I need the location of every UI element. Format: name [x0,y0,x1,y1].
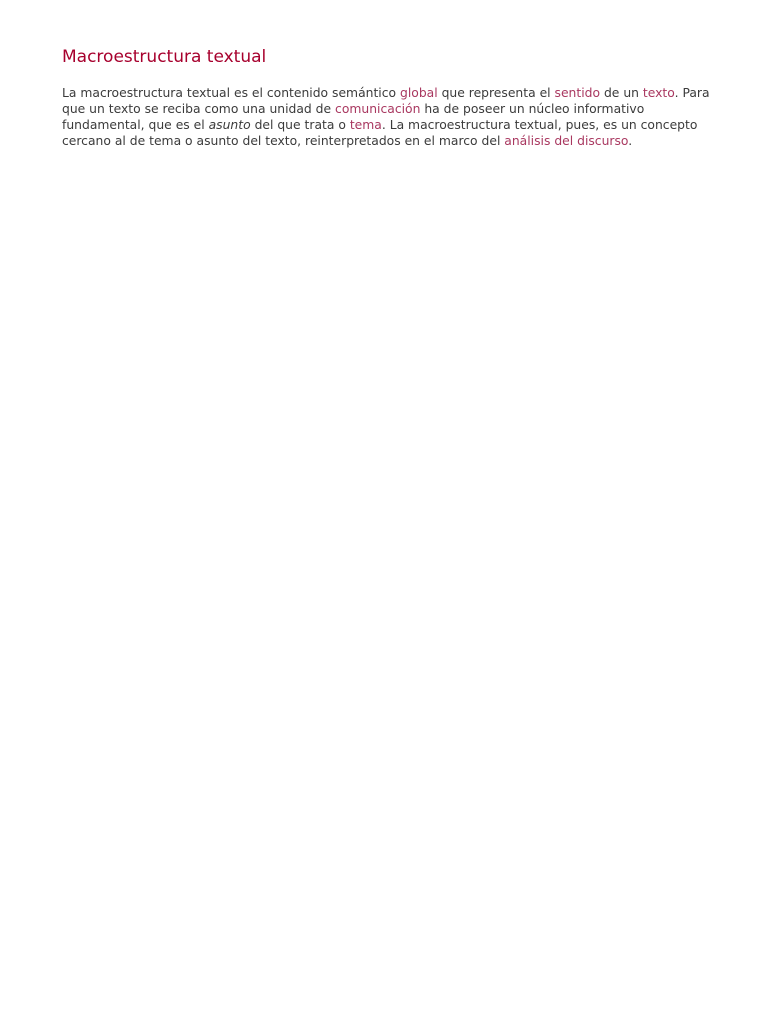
text-segment: . Para que un texto se reciba como una unidad de [62,86,710,116]
text-segment: . La macroestructura textual, pues, es un concepto cercano al de tema o asunto del texto, reinterpretados en el marco del [62,118,698,148]
text-segment: de un [600,86,643,100]
emphasis-text: asunto [208,118,251,132]
text-segment: ha de poseer un núcleo informativo fundamental, que es el [62,102,645,132]
text-segment: del que trata o [250,118,350,132]
document-page [0,0,768,149]
link-comunicación[interactable]: comunicación [335,102,421,116]
text-segment: . [628,134,633,148]
document-title: Macroestructura textual [62,47,267,67]
link-texto[interactable]: texto [642,86,675,100]
link-análisis-del-discurso[interactable]: análisis del discurso [504,134,629,148]
link-tema[interactable]: tema [349,118,382,132]
document-body [62,85,716,149]
paragraph-1 [62,85,716,149]
text-segment: La macroestructura textual es el contenido semántico [62,86,401,100]
text-segment: que representa el [437,86,555,100]
link-sentido[interactable]: sentido [554,86,601,100]
link-global[interactable]: global [400,86,438,100]
